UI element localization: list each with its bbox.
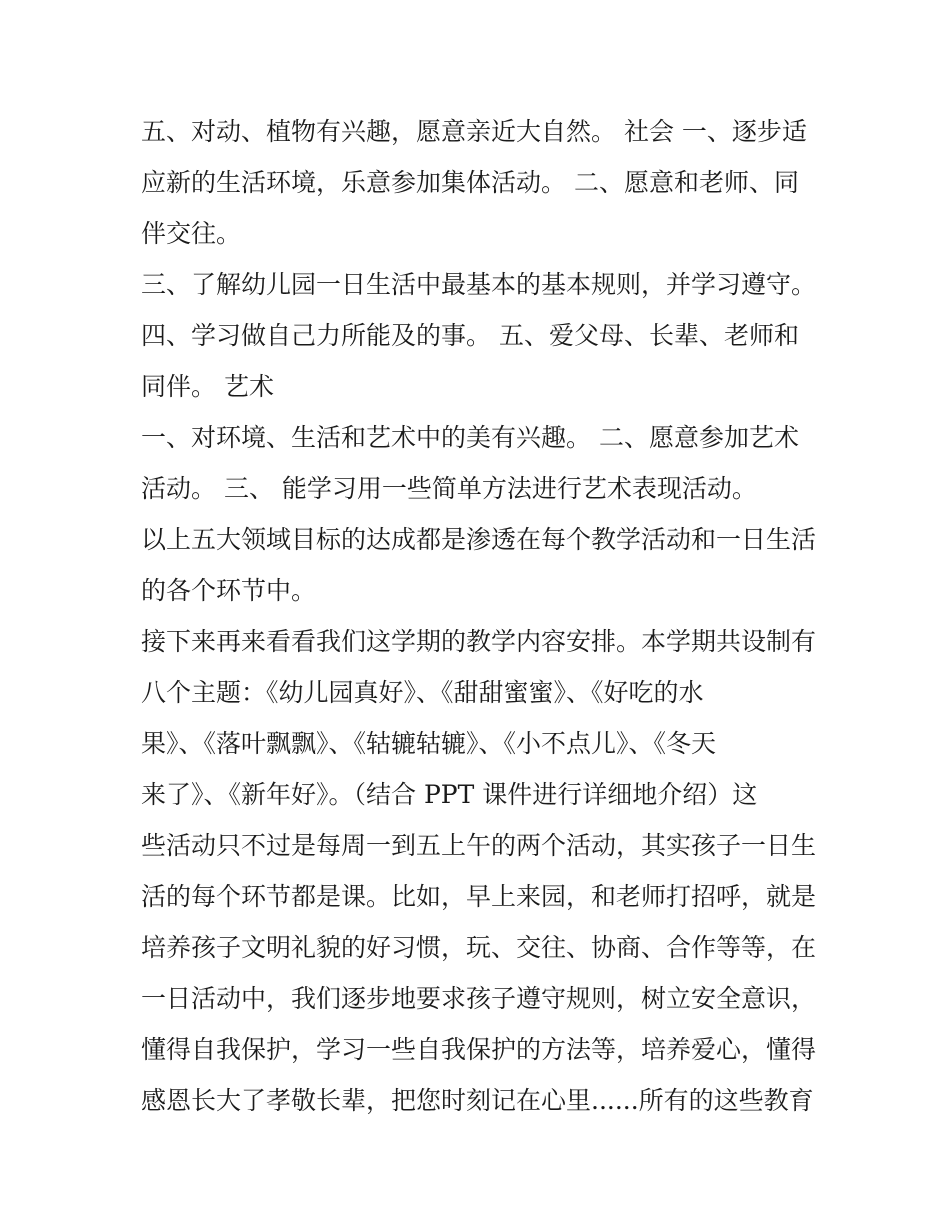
text-line: 懂得自我保护，学习一些自我保护的方法等，培养爱心，懂得 [141,1035,817,1064]
text-line: 以上五大领域目标的达成都是渗透在每个教学活动和一日生活 [141,525,817,554]
text-line: 培养孩子文明礼貌的好习惯，玩、交往、协商、合作等等，在 [141,933,817,962]
text-line: 果》、《落叶飘飘》、《轱辘轱辘》、《小不点儿》、《冬天 [141,729,717,758]
text-line: 四、学习做自己力所能及的事。 五、爱父母、长辈、老师和 [141,321,799,350]
text-line: 些活动只不过是每周一到五上午的两个活动，其实孩子一日生 [141,831,817,860]
body-text [141,106,821,1126]
text-line: 感恩长大了孝敬长辈，把您时刻记在心里......所有的这些教育 [141,1086,814,1115]
text-line: 一、对环境、生活和艺术中的美有兴趣。 二、愿意参加艺术 [141,423,799,452]
text-line: 伴交往。 [141,219,242,248]
text-line: 活动。 三、 能学习用一些简单方法进行艺术表现活动。 [141,474,757,503]
text-line: 五、对动、植物有兴趣，愿意亲近大自然。 社会 一、逐步适 [141,117,807,146]
text-line: 活的每个环节都是课。比如，早上来园，和老师打招呼，就是 [141,882,817,911]
text-line: 来了》、《新年好》。（结合 PPT 课件进行详细地介绍）这 [141,780,758,809]
text-line: 一日活动中，我们逐步地要求孩子遵守规则，树立安全意识， [141,984,817,1013]
text-line: 八个主题：《幼儿园真好》、《甜甜蜜蜜》、《好吃的水 [141,678,704,707]
text-line: 的各个环节中。 [141,576,317,605]
text-line: 三、了解幼儿园一日生活中最基本的基本规则，并学习遵守。 [141,270,817,299]
text-line: 同伴。 艺术 [141,372,274,401]
text-line: 应新的生活环境，乐意参加集体活动。 二、愿意和老师、同 [141,168,799,197]
text-line: 接下来再来看看我们这学期的教学内容安排。本学期共设制有 [141,627,817,656]
